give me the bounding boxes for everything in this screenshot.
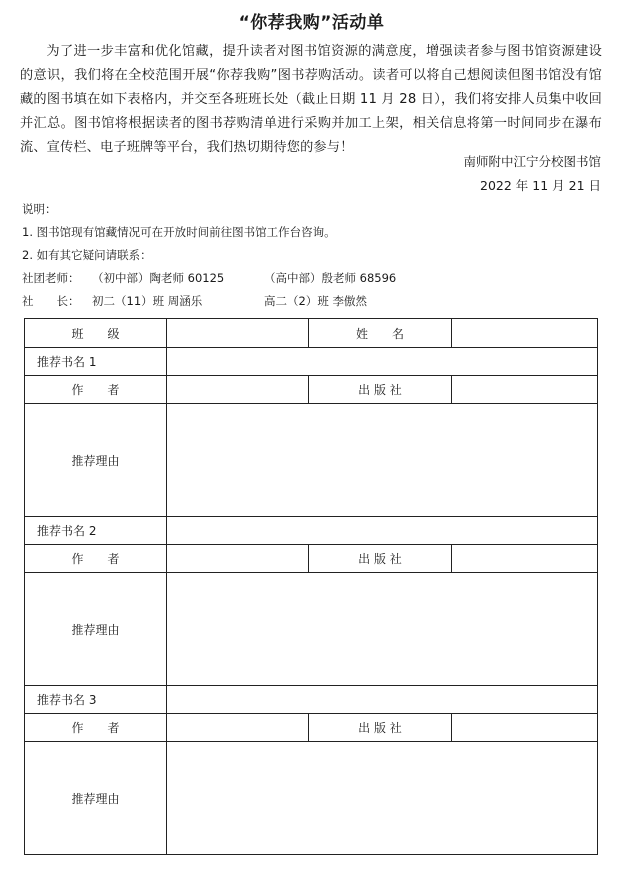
book-1-publisher-field[interactable] [452,376,598,404]
president-junior: 初二（11）班 周涵乐 [92,294,203,308]
book-3-publisher-label: 出 版 社 [309,714,452,742]
book-2-author-row [25,545,598,573]
class-label: 班 级 [25,319,167,348]
recommendation-form-table [24,318,598,855]
book-2-author-field[interactable] [167,545,309,573]
book-2-author-label: 作 者 [25,545,167,573]
book-3-reason-field[interactable] [167,742,598,855]
book-2-title-field[interactable] [167,517,598,545]
intro-paragraph [20,40,602,160]
note-item-2: 2. 如有其它疑问请联系： [22,248,152,262]
advisor-contact-line [22,267,602,290]
book-2-reason-row [25,573,598,686]
book-3-author-label: 作 者 [25,714,167,742]
book-3-publisher-field[interactable] [452,714,598,742]
book-3-title-label: 推荐书名 3 [25,686,167,714]
book-2-publisher-label: 出 版 社 [309,545,452,573]
book-1-reason-field[interactable] [167,404,598,517]
book-2-title-label: 推荐书名 2 [25,517,167,545]
book-1-author-label: 作 者 [25,376,167,404]
book-1-title-row [25,348,598,376]
notes-heading: 说明： [22,202,57,216]
signature-date: 2022 年 11 月 21 日 [480,178,601,193]
book-3-author-field[interactable] [167,714,309,742]
name-label: 姓 名 [309,319,452,348]
book-2-publisher-field[interactable] [452,545,598,573]
book-1-reason-row [25,404,598,517]
book-1-title-label: 推荐书名 1 [25,348,167,376]
name-field[interactable] [452,319,598,348]
book-1-publisher-label: 出 版 社 [309,376,452,404]
note-item-1: 1. 图书馆现有馆藏情况可在开放时间前往图书馆工作台咨询。 [22,225,336,239]
book-3-reason-row [25,742,598,855]
notes-section [22,198,602,313]
book-2-title-row [25,517,598,545]
book-3-title-row [25,686,598,714]
book-3-reason-label: 推荐理由 [25,742,167,855]
advisor-label: 社团老师： [22,271,80,285]
president-contact-line [22,290,602,313]
book-1-reason-label: 推荐理由 [25,404,167,517]
book-2-reason-label: 推荐理由 [25,573,167,686]
book-1-author-row [25,376,598,404]
book-3-title-field[interactable] [167,686,598,714]
advisor-junior: （初中部）陶老师 60125 [92,271,225,285]
document-title: “你荐我购”活动单 [238,13,385,33]
book-2-reason-field[interactable] [167,573,598,686]
book-1-author-field[interactable] [167,376,309,404]
book-3-author-row [25,714,598,742]
president-label: 社 长： [22,294,80,308]
intro-text: 为了进一步丰富和优化馆藏，提升读者对图书馆资源的满意度，增强读者参与图书馆资源建设的意识，我们将在全校范围开展“你荐我购”图书荐购活动。读者可以将自己想阅读但图书馆没有馆藏的图书填在如下表格内，并交至各班班长处（截止日期 11 月 28 日），我们将安排人员集中收回并汇总。图书馆将根据读者的图书荐购清单进行采购并加工上架，相关信息将第一时间同步在瀑布流、宣传栏、电子班牌等平台，我们热切期待您的参与！ [20,44,602,155]
class-name-row [25,319,598,348]
president-senior: 高二（2）班 李傲然 [264,294,367,308]
advisor-senior: （高中部）殷老师 68596 [264,271,397,285]
signature-organization: 南师附中江宁分校图书馆 [463,154,601,169]
class-field[interactable] [167,319,309,348]
book-1-title-field[interactable] [167,348,598,376]
